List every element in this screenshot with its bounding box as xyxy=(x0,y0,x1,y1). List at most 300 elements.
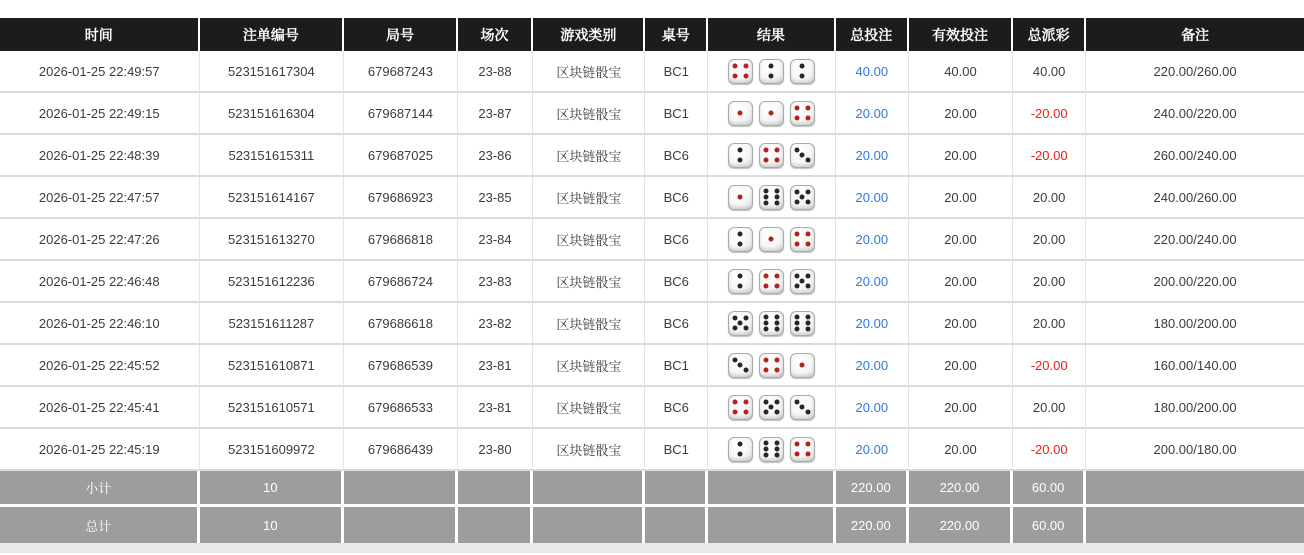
cell-round_id-value: 679686533 xyxy=(367,399,433,415)
subtotal-cell-time xyxy=(0,471,200,507)
subtotal-valid_bet-value: 220.00 xyxy=(939,480,980,495)
cell-valid_bet xyxy=(909,93,1013,135)
subtotal-bet_id-value: 10 xyxy=(263,480,278,495)
cell-payout-value: 40.00 xyxy=(1032,63,1066,79)
cell-game_type-value: 区块链骰宝 xyxy=(556,316,622,332)
cell-time xyxy=(0,387,200,429)
die-icon-2 xyxy=(759,59,784,84)
cell-table_id-value: BC6 xyxy=(663,147,689,163)
cell-total_bet xyxy=(836,429,909,471)
grand-total-cell-session xyxy=(458,507,534,543)
die-icon-6 xyxy=(790,311,815,336)
die-icon-4 xyxy=(759,353,784,378)
grand-total-row xyxy=(0,507,1304,543)
cell-time-value: 2026-01-25 22:47:57 xyxy=(38,189,160,205)
cell-remark xyxy=(1086,345,1304,387)
bet-records-table xyxy=(0,18,1304,543)
total-bet-link[interactable]: 20.00 xyxy=(855,147,889,163)
cell-round_id xyxy=(344,219,457,261)
cell-game_type-value: 区块链骰宝 xyxy=(556,274,622,290)
cell-result xyxy=(708,387,836,429)
cell-session xyxy=(458,135,534,177)
cell-round_id-value: 679686618 xyxy=(367,315,433,331)
die-icon-5 xyxy=(790,185,815,210)
cell-bet_id-value: 523151610871 xyxy=(227,357,315,373)
cell-table_id-value: BC6 xyxy=(663,231,689,247)
cell-valid_bet xyxy=(909,429,1013,471)
cell-time xyxy=(0,177,200,219)
die-icon-5 xyxy=(728,311,753,336)
table-row xyxy=(0,93,1304,135)
cell-session-value: 23-82 xyxy=(478,315,512,331)
cell-table_id xyxy=(645,429,708,471)
cell-session-value: 23-83 xyxy=(478,273,512,289)
cell-game_type xyxy=(533,51,645,93)
cell-session-value: 23-85 xyxy=(478,189,512,205)
cell-table_id xyxy=(645,177,708,219)
cell-remark xyxy=(1086,387,1304,429)
subtotal-time-value: 小计 xyxy=(85,481,112,496)
cell-game_type xyxy=(533,93,645,135)
cell-game_type-value: 区块链骰宝 xyxy=(556,190,622,206)
cell-valid_bet xyxy=(909,387,1013,429)
grand-total-cell-remark xyxy=(1086,507,1304,543)
cell-payout xyxy=(1013,345,1086,387)
subtotal-cell-game_type xyxy=(533,471,645,507)
cell-game_type-value: 区块链骰宝 xyxy=(556,400,622,416)
cell-game_type-value: 区块链骰宝 xyxy=(556,442,622,458)
cell-bet_id-value: 523151609972 xyxy=(227,441,315,457)
die-icon-2 xyxy=(728,227,753,252)
cell-round_id xyxy=(344,303,457,345)
cell-round_id-value: 679687243 xyxy=(367,63,433,79)
cell-time xyxy=(0,303,200,345)
grand-total-cell-total_bet xyxy=(836,507,909,543)
cell-round_id xyxy=(344,429,457,471)
cell-valid_bet-value: 20.00 xyxy=(944,315,977,331)
cell-bet_id xyxy=(200,177,345,219)
dice-result xyxy=(710,437,833,462)
cell-remark xyxy=(1086,429,1304,471)
die-icon-4 xyxy=(759,143,784,168)
cell-round_id xyxy=(344,135,457,177)
cell-remark-value: 240.00/260.00 xyxy=(1153,189,1237,205)
cell-bet_id-value: 523151613270 xyxy=(227,231,315,247)
cell-payout-value: 20.00 xyxy=(1032,231,1066,247)
cell-time xyxy=(0,345,200,387)
cell-time-value: 2026-01-25 22:45:19 xyxy=(38,441,160,457)
cell-time xyxy=(0,219,200,261)
subtotal-cell-payout xyxy=(1013,471,1086,507)
cell-payout-value: -20.00 xyxy=(1030,105,1068,121)
cell-valid_bet-value: 20.00 xyxy=(944,189,977,205)
cell-table_id-value: BC1 xyxy=(663,63,689,79)
cell-payout xyxy=(1013,429,1086,471)
dice-result xyxy=(710,227,833,252)
cell-bet_id-value: 523151612236 xyxy=(227,273,315,289)
cell-bet_id xyxy=(200,93,345,135)
die-icon-2 xyxy=(728,269,753,294)
cell-game_type-value: 区块链骰宝 xyxy=(556,64,622,80)
cell-payout-value: 20.00 xyxy=(1032,399,1066,415)
cell-round_id-value: 679686539 xyxy=(367,357,433,373)
cell-total_bet xyxy=(836,177,909,219)
column-header-total_bet: 总投注 xyxy=(836,18,909,51)
cell-bet_id-value: 523151614167 xyxy=(227,189,315,205)
subtotal-payout-value: 60.00 xyxy=(1031,480,1065,495)
die-icon-1 xyxy=(790,353,815,378)
cell-time-value: 2026-01-25 22:49:15 xyxy=(38,105,160,121)
cell-valid_bet xyxy=(909,219,1013,261)
die-icon-1 xyxy=(759,227,784,252)
grand-total-cell-payout xyxy=(1013,507,1086,543)
cell-remark-value: 220.00/240.00 xyxy=(1153,231,1237,247)
grand-total-cell-bet_id xyxy=(200,507,345,543)
cell-payout-value: 20.00 xyxy=(1032,315,1066,331)
dice-result xyxy=(710,269,833,294)
die-icon-3 xyxy=(728,353,753,378)
cell-total_bet xyxy=(836,93,909,135)
table-row xyxy=(0,387,1304,429)
cell-game_type xyxy=(533,303,645,345)
cell-game_type-value: 区块链骰宝 xyxy=(556,106,622,122)
grand-total-cell-table_id xyxy=(645,507,708,543)
dice-result xyxy=(710,311,833,336)
table-row xyxy=(0,429,1304,471)
cell-remark xyxy=(1086,135,1304,177)
die-icon-3 xyxy=(790,143,815,168)
total-bet-link[interactable]: 20.00 xyxy=(855,357,889,373)
column-header-remark: 备注 xyxy=(1086,18,1304,51)
cell-time xyxy=(0,261,200,303)
cell-game_type xyxy=(533,261,645,303)
cell-round_id xyxy=(344,177,457,219)
cell-time xyxy=(0,51,200,93)
die-icon-5 xyxy=(759,395,784,420)
cell-session xyxy=(458,177,534,219)
table-row xyxy=(0,261,1304,303)
cell-result xyxy=(708,177,836,219)
cell-game_type xyxy=(533,345,645,387)
cell-valid_bet xyxy=(909,345,1013,387)
cell-remark-value: 220.00/260.00 xyxy=(1153,63,1237,79)
total-bet-link[interactable]: 20.00 xyxy=(855,441,889,457)
die-icon-4 xyxy=(728,59,753,84)
subtotal-cell-bet_id xyxy=(200,471,345,507)
cell-result xyxy=(708,429,836,471)
column-header-game_type: 游戏类别 xyxy=(533,18,645,51)
cell-valid_bet xyxy=(909,177,1013,219)
grand-total-cell-time xyxy=(0,507,200,543)
cell-remark xyxy=(1086,303,1304,345)
subtotal-cell-remark xyxy=(1086,471,1304,507)
die-icon-6 xyxy=(759,437,784,462)
total-bet-link[interactable]: 40.00 xyxy=(855,63,889,79)
dice-result xyxy=(710,143,833,168)
cell-session xyxy=(458,219,534,261)
cell-table_id-value: BC6 xyxy=(663,189,689,205)
cell-table_id-value: BC6 xyxy=(663,315,689,331)
cell-bet_id-value: 523151615311 xyxy=(228,147,315,163)
cell-time-value: 2026-01-25 22:47:26 xyxy=(38,231,160,247)
cell-remark-value: 180.00/200.00 xyxy=(1153,399,1237,415)
cell-bet_id xyxy=(200,135,345,177)
cell-valid_bet-value: 20.00 xyxy=(944,147,977,163)
cell-session-value: 23-86 xyxy=(478,147,512,163)
cell-remark xyxy=(1086,51,1304,93)
die-icon-4 xyxy=(759,269,784,294)
grand-total-payout-value: 60.00 xyxy=(1031,517,1065,533)
cell-table_id xyxy=(645,219,708,261)
cell-table_id xyxy=(645,303,708,345)
table-row xyxy=(0,51,1304,93)
cell-bet_id xyxy=(200,429,345,471)
die-icon-3 xyxy=(790,395,815,420)
cell-remark-value: 200.00/220.00 xyxy=(1153,273,1237,289)
cell-bet_id xyxy=(200,219,345,261)
cell-bet_id xyxy=(200,303,345,345)
cell-round_id-value: 679686818 xyxy=(367,231,433,247)
cell-time-value: 2026-01-25 22:45:41 xyxy=(38,399,160,415)
cell-payout-value: 20.00 xyxy=(1032,273,1066,289)
table-row xyxy=(0,177,1304,219)
cell-bet_id xyxy=(200,387,345,429)
cell-payout xyxy=(1013,303,1086,345)
page-bottom-strip xyxy=(0,543,1304,553)
cell-round_id-value: 679686724 xyxy=(367,273,433,289)
cell-table_id-value: BC1 xyxy=(663,357,689,373)
grand-total-cell-valid_bet xyxy=(909,507,1013,543)
cell-bet_id xyxy=(200,51,345,93)
cell-table_id-value: BC1 xyxy=(663,105,689,121)
cell-session xyxy=(458,345,534,387)
cell-payout xyxy=(1013,261,1086,303)
cell-round_id-value: 679686923 xyxy=(367,189,433,205)
cell-remark-value: 260.00/240.00 xyxy=(1153,147,1237,163)
cell-result xyxy=(708,345,836,387)
cell-round_id-value: 679687025 xyxy=(367,147,433,163)
cell-table_id xyxy=(645,345,708,387)
cell-remark xyxy=(1086,177,1304,219)
cell-session-value: 23-80 xyxy=(478,441,512,457)
cell-payout-value: -20.00 xyxy=(1030,441,1068,457)
cell-table_id xyxy=(645,51,708,93)
cell-round_id xyxy=(344,261,457,303)
cell-bet_id xyxy=(200,261,345,303)
die-icon-6 xyxy=(759,311,784,336)
cell-payout xyxy=(1013,177,1086,219)
cell-time xyxy=(0,135,200,177)
cell-total_bet xyxy=(836,135,909,177)
die-icon-4 xyxy=(790,101,815,126)
cell-bet_id-value: 523151610571 xyxy=(227,399,315,415)
subtotal-row xyxy=(0,471,1304,507)
cell-session-value: 23-88 xyxy=(478,63,512,79)
cell-game_type-value: 区块链骰宝 xyxy=(556,148,622,164)
cell-payout xyxy=(1013,219,1086,261)
cell-table_id xyxy=(645,93,708,135)
cell-bet_id-value: 523151616304 xyxy=(227,105,315,121)
dice-result xyxy=(710,59,833,84)
cell-valid_bet-value: 20.00 xyxy=(944,399,977,415)
cell-valid_bet-value: 40.00 xyxy=(944,63,977,79)
column-header-valid_bet: 有效投注 xyxy=(909,18,1013,51)
cell-round_id xyxy=(344,93,457,135)
header-row xyxy=(0,18,1304,51)
die-icon-4 xyxy=(790,437,815,462)
cell-result xyxy=(708,51,836,93)
cell-table_id-value: BC1 xyxy=(663,441,689,457)
cell-result xyxy=(708,303,836,345)
column-header-table_id: 桌号 xyxy=(645,18,708,51)
die-icon-2 xyxy=(790,59,815,84)
cell-result xyxy=(708,261,836,303)
cell-total_bet xyxy=(836,303,909,345)
cell-table_id xyxy=(645,387,708,429)
die-icon-5 xyxy=(790,269,815,294)
table-row xyxy=(0,345,1304,387)
cell-session xyxy=(458,261,534,303)
table-summary xyxy=(0,471,1304,543)
cell-table_id xyxy=(645,135,708,177)
die-icon-2 xyxy=(728,143,753,168)
subtotal-total_bet-value: 220.00 xyxy=(850,480,891,495)
dice-result xyxy=(710,395,833,420)
cell-time-value: 2026-01-25 22:48:39 xyxy=(38,147,160,163)
cell-total_bet xyxy=(836,51,909,93)
grand-total-time-value: 总计 xyxy=(85,518,112,534)
cell-remark-value: 240.00/220.00 xyxy=(1153,105,1237,121)
cell-valid_bet-value: 20.00 xyxy=(944,273,977,289)
cell-round_id xyxy=(344,51,457,93)
cell-remark-value: 200.00/180.00 xyxy=(1153,441,1237,457)
cell-time xyxy=(0,429,200,471)
cell-session xyxy=(458,93,534,135)
cell-bet_id xyxy=(200,345,345,387)
total-bet-link[interactable]: 20.00 xyxy=(855,399,889,415)
cell-valid_bet xyxy=(909,303,1013,345)
dice-result xyxy=(710,353,833,378)
cell-table_id-value: BC6 xyxy=(663,399,689,415)
die-icon-2 xyxy=(728,437,753,462)
subtotal-cell-table_id xyxy=(645,471,708,507)
cell-table_id xyxy=(645,261,708,303)
total-bet-link[interactable]: 20.00 xyxy=(855,231,889,247)
column-header-round_id: 局号 xyxy=(344,18,457,51)
subtotal-cell-session xyxy=(458,471,534,507)
cell-remark-value: 180.00/200.00 xyxy=(1153,315,1237,331)
cell-payout-value: 20.00 xyxy=(1032,189,1066,205)
cell-game_type xyxy=(533,219,645,261)
grand-total-valid_bet-value: 220.00 xyxy=(939,517,980,533)
cell-total_bet xyxy=(836,261,909,303)
cell-table_id-value: BC6 xyxy=(663,273,689,289)
cell-session xyxy=(458,429,534,471)
dice-result xyxy=(710,101,833,126)
total-bet-link[interactable]: 20.00 xyxy=(855,189,889,205)
column-header-bet_id: 注单编号 xyxy=(200,18,345,51)
cell-game_type xyxy=(533,135,645,177)
cell-payout xyxy=(1013,387,1086,429)
cell-round_id-value: 679687144 xyxy=(367,105,433,121)
grand-total-total_bet-value: 220.00 xyxy=(850,517,891,533)
table-row xyxy=(0,219,1304,261)
subtotal-cell-result xyxy=(708,471,836,507)
cell-payout-value: -20.00 xyxy=(1030,357,1068,373)
cell-round_id-value: 679686439 xyxy=(367,441,433,457)
cell-game_type xyxy=(533,429,645,471)
grand-total-cell-result xyxy=(708,507,836,543)
cell-bet_id-value: 523151611287 xyxy=(228,315,315,331)
cell-session xyxy=(458,303,534,345)
cell-game_type-value: 区块链骰宝 xyxy=(556,358,622,374)
total-bet-link[interactable]: 20.00 xyxy=(855,105,889,121)
grand-total-cell-round_id xyxy=(344,507,457,543)
cell-payout xyxy=(1013,135,1086,177)
cell-time-value: 2026-01-25 22:46:48 xyxy=(38,273,160,289)
cell-remark xyxy=(1086,261,1304,303)
die-icon-4 xyxy=(728,395,753,420)
column-header-payout: 总派彩 xyxy=(1013,18,1086,51)
cell-remark-value: 160.00/140.00 xyxy=(1153,357,1237,373)
table-row xyxy=(0,135,1304,177)
cell-valid_bet xyxy=(909,135,1013,177)
column-header-result: 结果 xyxy=(708,18,836,51)
cell-valid_bet-value: 20.00 xyxy=(944,231,977,247)
die-icon-1 xyxy=(759,101,784,126)
cell-session xyxy=(458,387,534,429)
cell-session-value: 23-87 xyxy=(478,105,512,121)
cell-game_type-value: 区块链骰宝 xyxy=(556,232,622,248)
die-icon-6 xyxy=(759,185,784,210)
cell-bet_id-value: 523151617304 xyxy=(227,63,315,79)
grand-total-bet_id-value: 10 xyxy=(263,517,278,533)
cell-session-value: 23-84 xyxy=(478,231,512,247)
total-bet-link[interactable]: 20.00 xyxy=(855,315,889,331)
cell-round_id xyxy=(344,345,457,387)
cell-valid_bet-value: 20.00 xyxy=(944,105,977,121)
total-bet-link[interactable]: 20.00 xyxy=(855,273,889,289)
cell-result xyxy=(708,93,836,135)
cell-time-value: 2026-01-25 22:49:57 xyxy=(38,63,160,79)
subtotal-cell-total_bet xyxy=(836,471,909,507)
die-icon-4 xyxy=(790,227,815,252)
cell-session xyxy=(458,51,534,93)
cell-valid_bet-value: 20.00 xyxy=(944,357,977,373)
cell-time-value: 2026-01-25 22:45:52 xyxy=(38,357,160,373)
subtotal-cell-valid_bet xyxy=(909,471,1013,507)
cell-total_bet xyxy=(836,345,909,387)
cell-valid_bet xyxy=(909,261,1013,303)
cell-payout xyxy=(1013,93,1086,135)
cell-valid_bet xyxy=(909,51,1013,93)
grand-total-cell-game_type xyxy=(533,507,645,543)
cell-session-value: 23-81 xyxy=(478,357,512,373)
cell-payout xyxy=(1013,51,1086,93)
cell-game_type xyxy=(533,387,645,429)
column-header-time: 时间 xyxy=(0,18,200,51)
cell-result xyxy=(708,135,836,177)
cell-time xyxy=(0,93,200,135)
cell-game_type xyxy=(533,177,645,219)
die-icon-1 xyxy=(728,101,753,126)
dice-result xyxy=(710,185,833,210)
table-body xyxy=(0,51,1304,471)
table-row xyxy=(0,303,1304,345)
cell-total_bet xyxy=(836,387,909,429)
subtotal-cell-round_id xyxy=(344,471,457,507)
cell-result xyxy=(708,219,836,261)
